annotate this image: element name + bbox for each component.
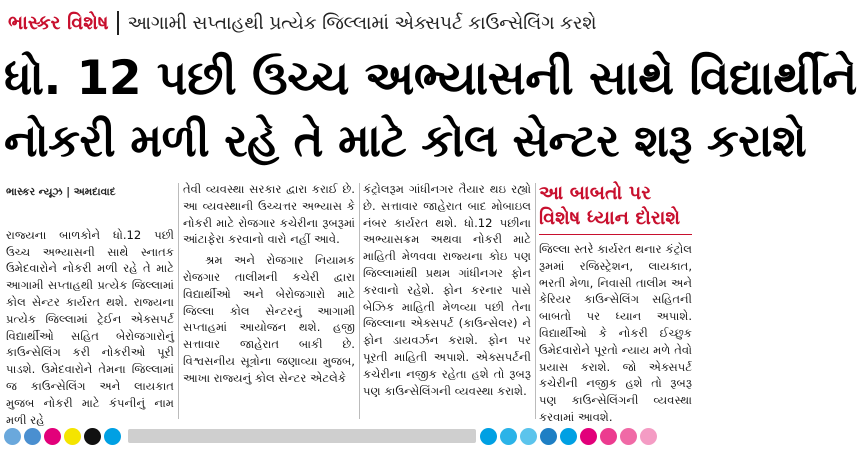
dateline: ભાસ્કર ન્યૂઝ | અમદાવાદ	[6, 186, 116, 198]
color-dot	[84, 428, 101, 445]
article-column-1	[6, 181, 174, 427]
headline-line-1: ધો. 12 પછી ઉચ્ચ અભ્યાસની સાથે વિદ્યાર્થીને	[4, 51, 857, 106]
color-dot	[64, 428, 81, 445]
color-dot	[520, 428, 537, 445]
color-dots-right	[480, 428, 660, 445]
color-dots-left	[4, 428, 124, 445]
color-dot	[600, 428, 617, 445]
color-dot	[560, 428, 577, 445]
color-dot	[480, 428, 497, 445]
sidebar-title-line-1: આ બાબતો પર	[539, 182, 652, 204]
article-paragraph: તેવી વ્યવસ્થા સરકાર દ્વારા કરાઈ છે. આ વ્યવસ્થાની ઉચ્ચત્તર અભ્યાસ કે નોકરી માટે રોજગાર કચેરીના રૂબરૂમાં આંટાફેરા કરવાનો વારો નહીં આવે.	[183, 182, 355, 247]
article-column-3	[363, 181, 531, 423]
article-paragraph: રાજ્યના બાળકોને ધો.12 પછી ઉચ્ચ અભ્યાસની સાથે સ્નાતક ઉમેદવારોને નોકરી મળી રહે તે માટે આગામી સપ્તાહથી પ્રત્યેક જિલ્લામાં કોલ સેન્ટર કાર્યરત થશે. રાજ્યના પ્રત્યેક જિલ્લામાં ટ્રેઈન એક્સપર્ટ વિદ્યાર્થીઓ સહિત બેરોજગારોનું કાઉન્સેલિંગ કરી નોકરીઓ પૂરી પાડશે. ઉમેદવારોને તેમના જિલ્લામાં જ કાઉન્સેલિંગ અને લાયકાત મુજબ નોકરી માટે કંપનીનું નામ મળી રહે	[6, 227, 174, 427]
column-rule	[178, 183, 179, 419]
color-dot	[540, 428, 557, 445]
color-dot	[104, 428, 121, 445]
color-dot	[24, 428, 41, 445]
color-dot	[640, 428, 657, 445]
column-rule	[359, 183, 360, 419]
color-dot	[4, 428, 21, 445]
color-dot	[580, 428, 597, 445]
kicker-divider	[117, 11, 119, 35]
color-dot	[500, 428, 517, 445]
kicker-deck: આગામી સપ્તાહથી પ્રત્યેક જિલ્લામાં એક્સપર્ટ કાઉન્સેલિંગ કરશે	[127, 12, 597, 34]
headline-line-2: નોકરી મળી રહે તે માટે કોલ સેન્ટર શરૂ કરાશે	[4, 114, 807, 167]
color-dot	[44, 428, 61, 445]
gray-bar	[128, 429, 476, 443]
article-paragraph: શ્રમ અને રોજગાર નિયામક રોજગાર તાલીમની કચેરી દ્વારા વિદ્યાર્થીઓ અને બેરોજગારો માટે જિલ્લા કોલ સેન્ટરનું આગામી સપ્તાહમાં આયોજન થશે. હજી સત્તાવાર જાહેરાત બાકી છે. વિશ્વસનીય સૂત્રોના જણાવ્યા મુજબ, આખા રાજ્યનું કોલ સેન્ટર એટલેકે	[183, 253, 355, 385]
sidebar-title-line-2: વિશેષ ધ્યાન દોરાશે	[539, 206, 692, 235]
color-dot	[620, 428, 637, 445]
registration-marks-strip	[0, 425, 701, 447]
section-brand: ભાસ્કર વિશેષ	[8, 12, 109, 34]
article-column-2	[183, 181, 355, 423]
sidebar-paragraph: જિલ્લા સ્તરે કાર્યરત થનાર કંટ્રોલ રૂમમાં રજિસ્ટ્રેશન, લાયકાત, ભરતી મેળા, નિવાસી તાલીમ અને કેરિયર કાઉન્સેલિંગ સહિતની બાબતો પર ધ્યાન અપાશે. વિદ્યાર્થીઓ કે નોકરી ઈચ્છુક ઉમેદવારોને પૂરતો ન્યાય મળે તેવો પ્રયાસ કરાશે. જો એક્સપર્ટ કચેરીની નજીક હશે તો રૂબરૂ પણ કાઉન્સેલિંગની વ્યવસ્થા કરવામાં આવશે.	[539, 242, 692, 424]
kicker-line	[8, 6, 696, 40]
article-body	[6, 181, 692, 427]
sidebar-box	[539, 181, 692, 423]
column-rule	[535, 183, 536, 419]
headline	[4, 48, 857, 172]
article-paragraph: કંટ્રોલરૂમ ગાંધીનગર તૈયાર થઇ રહ્યો છે. સત્તાવાર જાહેરાત બાદ મોબાઇલ નંબર કાર્યરત થશે. ધો.12 પછીના અભ્યાસક્રમ અથવા નોકરી માટે માહિતી મેળવવા રાજ્યના કોઇ પણ જિલ્લામાંથી પ્રથમ ગાંધીનગર ફોન કરવાનો રહેશે. ફોન કરનાર પાસે બેઝિક માહિતી મેળવ્યા પછી તેના જિલ્લાના એક્સપર્ટ (કાઉન્સેલર) ને ફોન ડાયવર્ઝન કરાશે. ફોન પર પૂરતી માહિતી અપાશે. એક્સપર્ટની કચેરીના નજીક રહેતા હશે તો રૂબરૂ પણ કાઉન્સેલિંગની વ્યવસ્થા કરાશે.	[363, 182, 531, 398]
